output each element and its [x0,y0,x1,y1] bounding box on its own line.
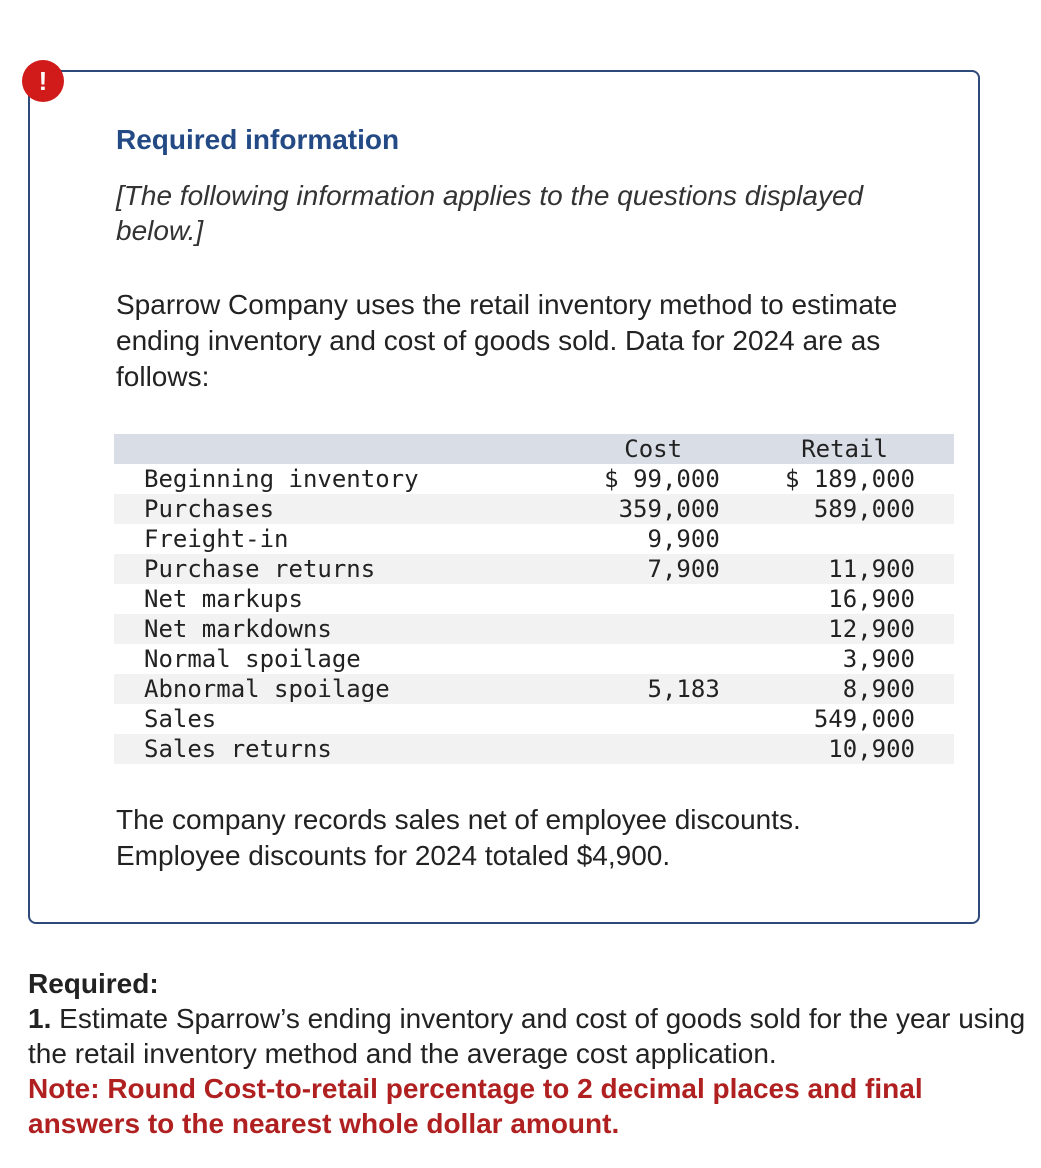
box-intro: Sparrow Company uses the retail inventory method to estimate ending inventory and cost of goods sold. Data for 2024 are as follows: [116,289,898,392]
row-retail: 16,900 [828,585,915,613]
row-label: Net markdowns [114,614,587,644]
table-row [114,524,954,554]
table-row [114,614,954,644]
row-cost [587,614,720,644]
rounding-note: Note: Round Cost-to-retail percentage to 2 decimal places and final answers to the nearest whole dollar amount. [28,1073,923,1139]
row-label: Sales [144,705,217,733]
row-pad [915,644,954,674]
table-row [114,704,954,734]
table-row [114,584,954,614]
row-retail [774,524,915,554]
row-gap [720,674,774,704]
required-information-box [28,70,980,924]
header-cost: Cost [587,434,720,464]
row-gap [720,524,774,554]
header-pad [915,434,954,464]
header-gap [720,434,774,464]
alert-icon: ! [22,60,64,102]
row-label: Purchases [114,494,587,524]
row-retail: 589,000 [774,494,915,524]
row-gap [720,614,774,644]
row-cost [587,644,720,674]
question-text: Estimate Sparrow’s ending inventory and cost of goods sold for the year using the retail inventory method and the average cost application. [28,1003,1026,1069]
table-row [114,734,954,764]
row-label: Normal spoilage [144,645,361,673]
box-note: [The following information applies to the questions displayed below.] [116,180,864,246]
row-cost [587,734,720,764]
row-retail: $ 189,000 [784,465,915,493]
row-label: Freight-in [144,525,289,553]
header-retail: Retail [774,434,915,464]
row-retail: 12,900 [774,614,915,644]
row-gap [720,704,774,734]
row-cost [587,584,720,614]
row-retail: 549,000 [813,705,915,733]
row-pad [915,524,954,554]
row-label: Net markups [144,585,303,613]
box-title: Required information [116,124,400,155]
row-retail: 11,900 [774,554,915,584]
row-gap [720,644,774,674]
table-row [114,554,954,584]
row-label: Sales returns [114,734,587,764]
row-label: Abnormal spoilage [114,674,587,704]
row-pad [915,464,954,494]
row-gap [720,584,774,614]
row-pad [915,614,954,644]
row-cost: 9,900 [647,525,720,553]
table-row [114,674,954,704]
row-label: Purchase returns [114,554,587,584]
table-row [114,644,954,674]
row-label: Beginning inventory [144,465,419,493]
row-pad [915,494,954,524]
row-gap [720,734,774,764]
row-pad [915,704,954,734]
row-pad [915,584,954,614]
row-retail: 8,900 [774,674,915,704]
row-pad [915,554,954,584]
row-retail: 10,900 [774,734,915,764]
required-question [28,1001,1028,1071]
row-retail: 3,900 [842,645,915,673]
row-pad [915,674,954,704]
row-gap [720,554,774,584]
inventory-data-table [114,434,954,764]
question-number: 1. [28,1003,52,1034]
row-cost: 359,000 [587,494,720,524]
table-row [114,464,954,494]
required-section [28,966,1028,1141]
row-pad [915,734,954,764]
table-row [114,494,954,524]
required-heading: Required: [28,968,159,999]
row-gap [720,464,774,494]
row-cost [587,704,720,734]
header-label [114,434,587,464]
box-footer: The company records sales net of employee discounts. Employee discounts for 2024 totaled $4,900. [116,804,801,871]
row-cost: 5,183 [587,674,720,704]
row-cost: 7,900 [587,554,720,584]
row-cost: $ 99,000 [604,465,720,493]
row-gap [720,494,774,524]
table-header-row [114,434,954,464]
